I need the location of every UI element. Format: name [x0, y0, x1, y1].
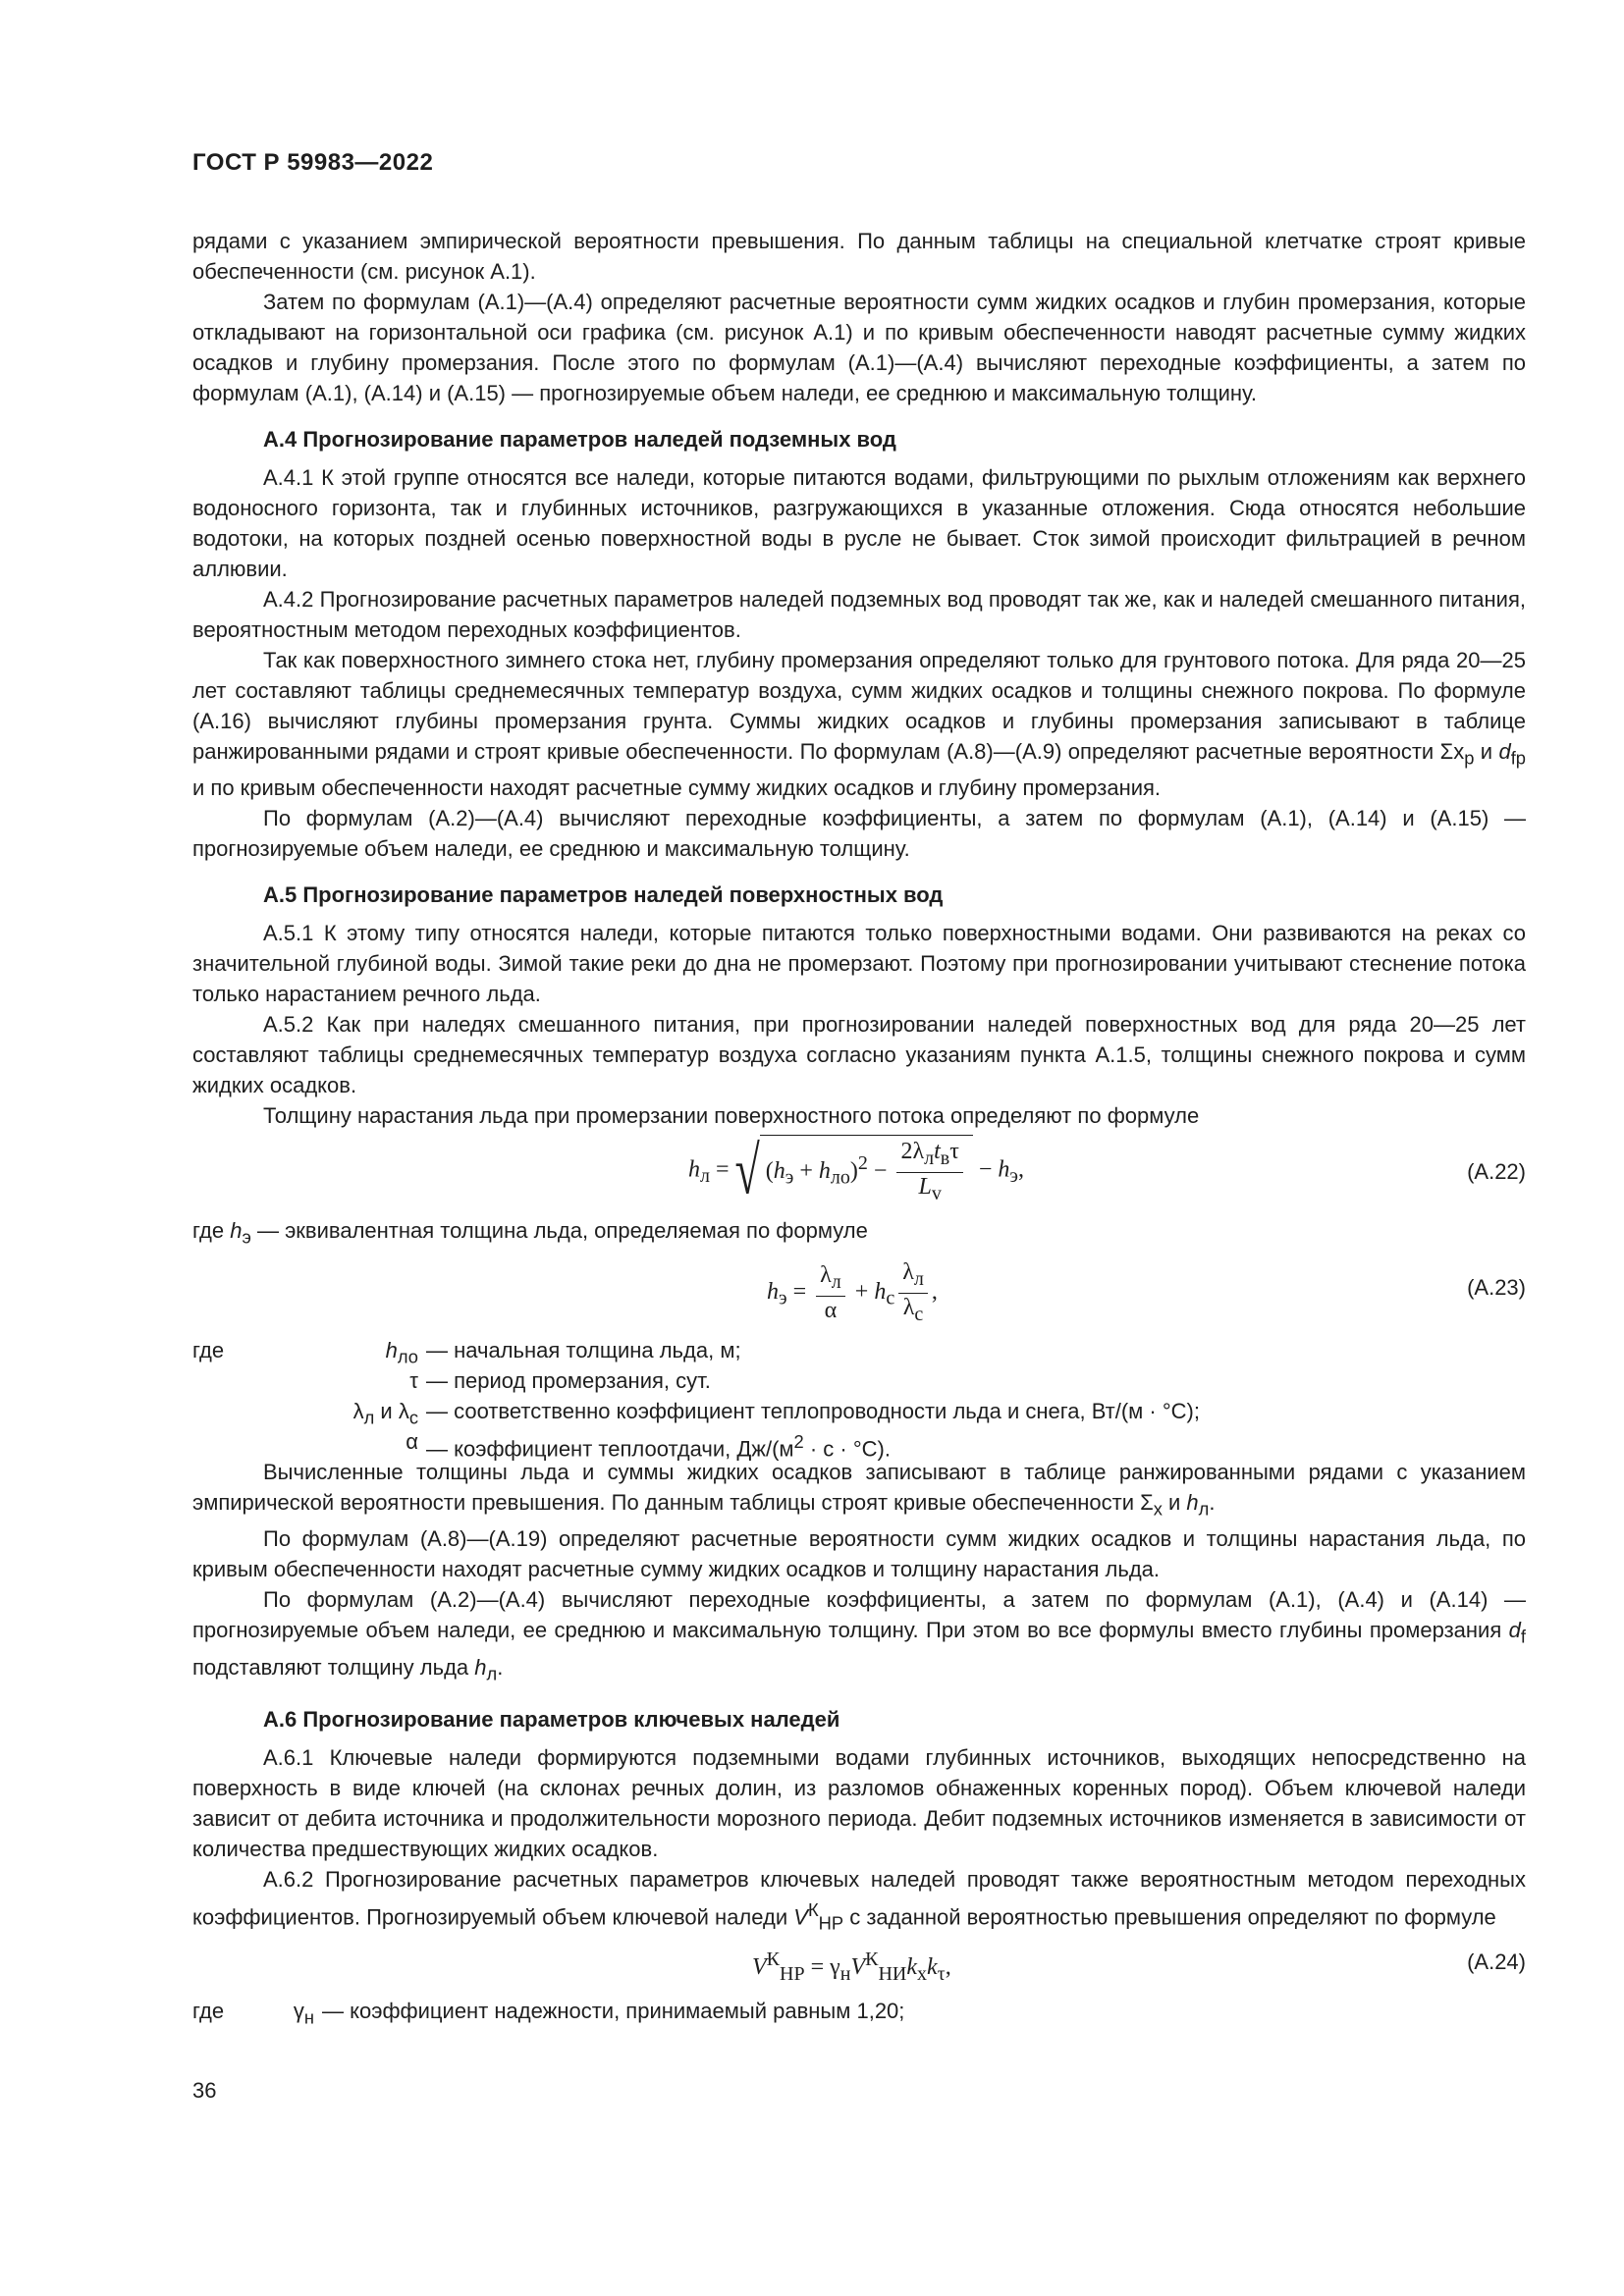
- paragraph: По формулам (А.2)—(А.4) вычисляют переходные коэффициенты, а затем по формулам (А.1), (А.4) и (А.14) — прогнозируемые объем наледи, ее среднюю и максимальную толщину. При этом во все формулы вместо глубины промерзания $d_f$ подставляют толщину льда $h_л$.: [192, 1587, 1526, 1683]
- paragraph: рядами с указанием эмпирической вероятности превышения. По данным таблицы на специальной клетчатке строят кривые обеспеченности (см. рисунок А.1).: [192, 229, 1526, 284]
- definition-row: где $\gamma_н$ — коэффициент надежности, принимаемый равным 1,20;: [192, 1998, 905, 2028]
- formula-a22: $h_л$ = √ $(h_э + h_{ло})^2$ − $\frac{2\lambda_лt_в\tau}{L_v}$ − $h_э$, (А.22): [688, 1133, 1526, 1208]
- document-header: ГОСТ Р 59983—2022: [192, 149, 434, 176]
- paragraph: А.5.1 К этому типу относятся наледи, которые питаются только поверхностными водами. Они развиваются на реках со значительной глубиной воды. Зимой такие реки до дна не промерзают. Поэтому при прогнозировании учитывают стеснение потока только нарастанием речного льда.: [192, 921, 1526, 1007]
- definition-row: $\lambda_л$ и $\lambda_с$ — соответственно коэффициент теплопроводности льда и снега, Вт/(м · °С);: [352, 1398, 1200, 1428]
- paragraph: По формулам (А.2)—(А.4) вычисляют переходные коэффициенты, а затем по формулам (А.1), (А.14) и (А.15) — прогнозируемые объем наледи, ее среднюю и максимальную толщину.: [192, 806, 1526, 862]
- formula-number: (А.23): [1467, 1274, 1526, 1300]
- definition-row: α — коэффициент теплоотдачи, $Дж/(м^2 \cdot с \cdot ^\circ С)$.: [406, 1428, 891, 1462]
- section-heading-a6: А.6 Прогнозирование параметров ключевых наледей: [263, 1706, 840, 1732]
- paragraph: где $h_э$ — эквивалентная толщина льда, определяемая по формуле: [192, 1218, 868, 1248]
- formula-a24: $V^К_{НР} = \gamma_нV^К_{НИ}k_xk_\tau$, (А.24): [752, 1948, 1526, 1985]
- formula-a23: $h_э$ = $\frac{\lambda_л}{\alpha}$ + $h_с$ $\frac{\lambda_л}{\lambda_с}$ , (А.23): [767, 1258, 1526, 1325]
- definition-row: где $h_{ло}$ — начальная толщина льда, м;: [192, 1337, 741, 1367]
- paragraph: А.4.2 Прогнозирование расчетных параметров наледей подземных вод проводят так же, как и наледей смешанного питания, вероятностным методом переходных коэффициентов.: [192, 587, 1526, 642]
- paragraph: А.6.1 Ключевые наледи формируются подземными водами глубинных источников, выходящих непосредственно на поверхность в виде ключей (на склонах речных долин, из разломов обнаженных коренных пород). Объем ключевой наледи зависит от дебита источника и продолжительности морозного периода. Дебит подземных источников изменяется в зависимости от количества предшествующих жидких осадков.: [192, 1744, 1526, 1861]
- formula-number: (А.22): [1467, 1159, 1526, 1185]
- section-heading-a4: А.4 Прогнозирование параметров наледей подземных вод: [263, 427, 896, 452]
- section-heading-a5: А.5 Прогнозирование параметров наледей поверхностных вод: [263, 882, 944, 908]
- definition-row: τ — период промерзания, сут.: [409, 1367, 711, 1393]
- paragraph: Так как поверхностного зимнего стока нет, глубину промерзания определяют только для грунтового потока. Для ряда 20—25 лет составляют таблицы среднемесячных температур воздуха, сумм жидких осадков и толщины снежного покрова. По формуле (А.16) вычисляют глубины промерзания грунта. Суммы жидких осадков и глубины промерзания записывают в таблице ранжированными рядами и строят кривые обеспеченности. По формулам (А.8)—(А.9) определяют расчетные вероятности $\Sigma x_р$ и $d_{fр}$ и по кривым обеспеченности находят расчетные сумму жидких осадков и глубину промерзания.: [192, 648, 1526, 801]
- paragraph: А.5.2 Как при наледях смешанного питания, при прогнозировании наледей поверхностных вод для ряда 20—25 лет составляют таблицы среднемесячных температур воздуха согласно указаниям пункта А.1.5, толщины снежного покрова и сумм жидких осадков.: [192, 1012, 1526, 1098]
- definitions-list: [192, 1335, 1526, 1462]
- paragraph: Толщину нарастания льда при промерзании поверхностного потока определяют по формуле: [263, 1103, 1200, 1129]
- document-body: [192, 226, 1526, 2026]
- page-number: 36: [192, 2078, 217, 2103]
- formula-number: (А.24): [1467, 1949, 1526, 1974]
- paragraph: Вычисленные толщины льда и суммы жидких осадков записывают в таблице ранжированными рядами с указанием эмпирической вероятности превышения. По данным таблицы строят кривые обеспеченности $\Sigma_x$ и $h_л$.: [192, 1459, 1526, 1520]
- paragraph: По формулам (А.8)—(А.19) определяют расчетные вероятности сумм жидких осадков и толщины нарастания льда, по кривым обеспеченности находят расчетные сумму жидких осадков и толщину нарастания льда.: [192, 1526, 1526, 1582]
- paragraph: А.6.2 Прогнозирование расчетных параметров ключевых наледей проводят также вероятностным методом переходных коэффициентов. Прогнозируемый объем ключевой наледи $V^К_{НР}$ с заданной вероятностью превышения определяют по формуле: [192, 1866, 1526, 1934]
- paragraph: А.4.1 К этой группе относятся все наледи, которые питаются водами, фильтрующими по рыхлым отложениям как верхнего водоносного горизонта, так и глубинных источников, разгружающихся в указанные отложения. Сюда относятся небольшие водотоки, на которых поздней осенью поверхностной воды в русле не бывает. Сток зимой происходит фильтрацией в речном аллювии.: [192, 465, 1526, 581]
- paragraph: Затем по формулам (А.1)—(А.4) определяют расчетные вероятности сумм жидких осадков и глубин промерзания, которые откладывают на горизонтальной оси графика (см. рисунок А.1) и по кривым обеспеченности наводят расчетные сумму жидких осадков и глубину промерзания. После этого по формулам (А.1)—(А.4) вычисляют переходные коэффициенты, а затем по формулам (А.1), (А.14) и (А.15) — прогнозируемые объем наледи, ее среднюю и максимальную толщину.: [192, 290, 1526, 405]
